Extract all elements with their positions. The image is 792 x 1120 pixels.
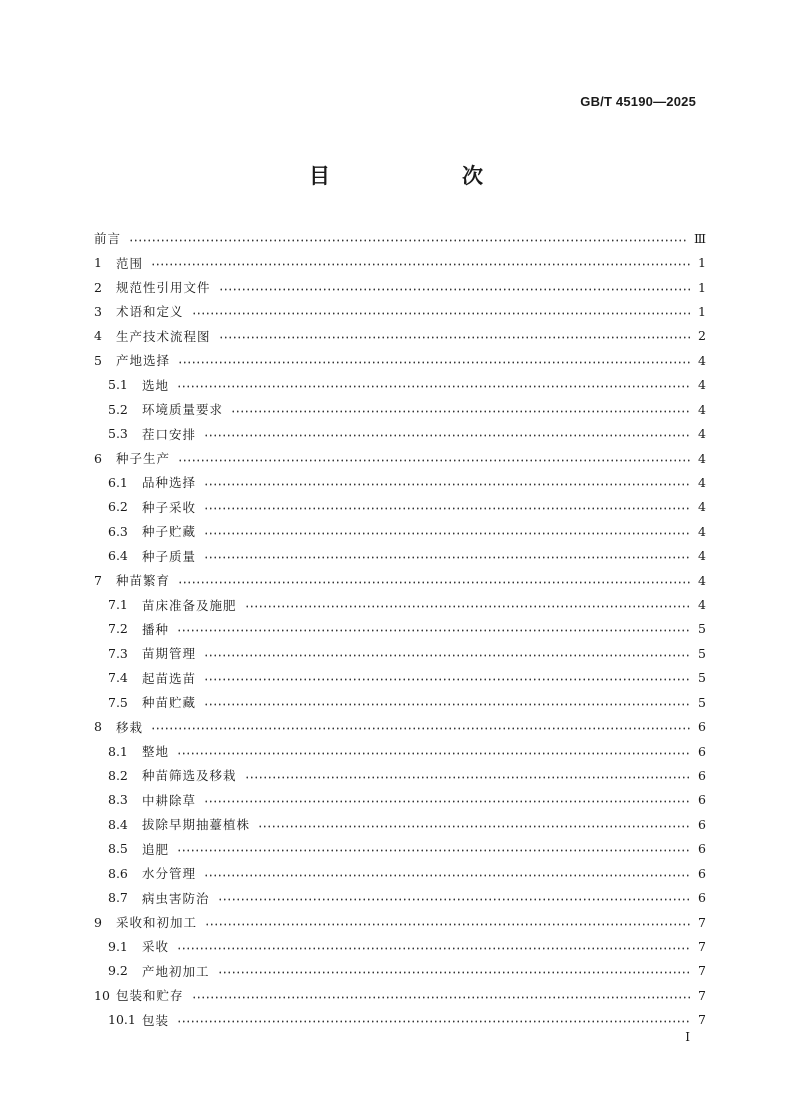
toc-entry-number: 8.4: [108, 816, 128, 832]
toc-entry-label: 苗床准备及施肥: [142, 597, 237, 613]
toc-entry-number: 9: [94, 914, 102, 930]
toc-entry[interactable]: [94, 250, 706, 274]
toc-entry-label: 种子贮藏: [142, 524, 197, 540]
toc-entry-number: 8.1: [108, 743, 128, 759]
toc-entry-page: 5: [698, 621, 706, 637]
dot-leader: [204, 483, 690, 486]
toc-entry[interactable]: [94, 861, 706, 885]
toc-entry-number: 7.2: [108, 621, 128, 637]
toc-entry-label: 采收和初加工: [116, 915, 198, 931]
toc-entry-label: 播种: [142, 621, 170, 637]
toc-entry-number: 8.3: [108, 792, 128, 808]
toc-entry-page: 7: [698, 963, 706, 979]
toc-entry-label: 苗期管理: [142, 646, 197, 662]
toc-entry-label: 整地: [142, 744, 170, 760]
dot-leader: [177, 629, 690, 632]
toc-entry-label: 前言: [94, 231, 122, 247]
dot-leader: [204, 507, 690, 510]
toc-entry-page: 7: [698, 938, 706, 954]
toc-entry-number: 8.2: [108, 767, 128, 783]
toc-entry[interactable]: [94, 788, 706, 812]
toc-entry[interactable]: [94, 568, 706, 592]
toc-entry-page: Ⅲ: [693, 230, 706, 246]
page-title: 目 次: [309, 164, 513, 188]
toc-entry-label: 种苗繁育: [116, 573, 171, 589]
dot-leader: [151, 727, 690, 730]
toc-entry-label: 拔除早期抽薹植株: [142, 817, 251, 833]
toc-entry-page: 4: [698, 548, 706, 564]
toc-entry-page: 4: [698, 474, 706, 490]
toc-entry[interactable]: [94, 470, 706, 494]
dot-leader: [204, 434, 690, 437]
toc-entry-number: 5.3: [108, 426, 128, 442]
dot-leader: [204, 654, 690, 657]
toc-entry-page: 1: [698, 279, 706, 295]
toc-entry[interactable]: [94, 617, 706, 641]
toc-entry[interactable]: [94, 812, 706, 836]
dot-leader: [231, 410, 690, 413]
toc-entry-number: 8.6: [108, 865, 128, 881]
toc-entry-page: 6: [698, 865, 706, 881]
dot-leader: [177, 849, 690, 852]
dot-leader: [245, 776, 690, 779]
dot-leader: [258, 825, 690, 828]
toc-entry-label: 水分管理: [142, 866, 197, 882]
toc-entry-label: 种苗贮藏: [142, 695, 197, 711]
toc-entry-page: 4: [698, 401, 706, 417]
toc-entry[interactable]: [94, 910, 706, 934]
toc-entry-label: 移栽: [116, 719, 144, 735]
toc-entry-page: 6: [698, 743, 706, 759]
toc-entry-number: 9.2: [108, 963, 128, 979]
dot-leader: [204, 532, 690, 535]
toc-entry[interactable]: [94, 446, 706, 470]
toc-entry-number: 7.5: [108, 694, 128, 710]
page-number: Ⅰ: [685, 1030, 690, 1044]
toc-entry-page: 6: [698, 767, 706, 783]
toc-entry-label: 选地: [142, 377, 170, 393]
dot-leader: [178, 361, 690, 364]
toc-entry-page: 7: [698, 1012, 706, 1028]
toc-entry-page: 6: [698, 719, 706, 735]
toc-entry-label: 产地选择: [116, 353, 171, 369]
toc-entry-number: 8: [94, 719, 102, 735]
toc-entry-page: 4: [698, 523, 706, 539]
toc-entry-label: 包装: [142, 1012, 170, 1028]
dot-leader: [177, 752, 690, 755]
dot-leader: [129, 239, 688, 242]
toc-entry[interactable]: [94, 495, 706, 519]
toc-entry-number: 3: [94, 303, 102, 319]
dot-leader: [192, 996, 690, 999]
toc-entry-number: 6.2: [108, 499, 128, 515]
dot-leader: [204, 800, 690, 803]
toc-entry-label: 追肥: [142, 841, 170, 857]
dot-leader: [204, 678, 690, 681]
dot-leader: [218, 971, 690, 974]
toc-entry-number: 6: [94, 450, 102, 466]
toc-entry-number: 5.2: [108, 401, 128, 417]
toc-entry-page: 5: [698, 645, 706, 661]
toc-entry-number: 2: [94, 279, 102, 295]
toc-entry[interactable]: [94, 959, 706, 983]
toc-entry[interactable]: [94, 885, 706, 909]
toc-entry-number: 9.1: [108, 938, 128, 954]
toc-entry-page: 1: [698, 255, 706, 271]
toc-entry-page: 6: [698, 816, 706, 832]
toc-entry-number: 4: [94, 328, 102, 344]
dot-leader: [178, 459, 690, 462]
standard-code: GB/T 45190—2025: [580, 94, 696, 109]
toc-entry[interactable]: [94, 934, 706, 958]
toc-entry-label: 包装和贮存: [116, 988, 184, 1004]
dot-leader: [151, 263, 690, 266]
toc-entry-label: 起苗选苗: [142, 670, 197, 686]
toc-entry[interactable]: [94, 348, 706, 372]
toc-entry[interactable]: [94, 666, 706, 690]
toc-entry-label: 种子质量: [142, 548, 197, 564]
toc-entry-number: 8.5: [108, 841, 128, 857]
toc-entry-page: 4: [698, 572, 706, 588]
dot-leader: [178, 581, 690, 584]
toc-entry[interactable]: [94, 739, 706, 763]
dot-leader: [219, 336, 690, 339]
toc-entry-number: 10: [94, 987, 110, 1003]
toc-entry-label: 中耕除草: [142, 792, 197, 808]
toc-entry-page: 7: [698, 914, 706, 930]
toc-entry-number: 1: [94, 255, 102, 271]
dot-leader: [177, 1020, 690, 1023]
toc-entry[interactable]: [94, 324, 706, 348]
dot-leader: [205, 923, 690, 926]
toc-entry[interactable]: [94, 690, 706, 714]
toc-entry-number: 7.1: [108, 597, 128, 613]
toc-entry-number: 8.7: [108, 890, 128, 906]
toc-entry[interactable]: [94, 397, 706, 421]
toc-entry-page: 7: [698, 987, 706, 1003]
toc-entry-label: 品种选择: [142, 475, 197, 491]
toc-entry-page: 4: [698, 499, 706, 515]
dot-leader: [177, 947, 690, 950]
toc-entry-page: 4: [698, 597, 706, 613]
toc-entry-number: 7.4: [108, 670, 128, 686]
toc-entry[interactable]: [94, 275, 706, 299]
toc-entry-label: 种苗筛选及移栽: [142, 768, 237, 784]
toc-entry-number: 10.1: [108, 1012, 136, 1028]
toc-entry[interactable]: [94, 519, 706, 543]
toc-entry-number: 7: [94, 572, 102, 588]
toc-entry-label: 规范性引用文件: [116, 280, 211, 296]
toc-entry-label: 茬口安排: [142, 426, 197, 442]
dot-leader: [204, 556, 690, 559]
toc-entry[interactable]: [94, 226, 706, 250]
toc-entry-page: 6: [698, 841, 706, 857]
toc-entry-label: 术语和定义: [116, 304, 184, 320]
table-of-contents: [94, 226, 706, 1032]
toc-entry[interactable]: [94, 641, 706, 665]
toc-entry-page: 4: [698, 352, 706, 368]
toc-entry-number: 5.1: [108, 377, 128, 393]
toc-entry-page: 1: [698, 303, 706, 319]
toc-entry-label: 环境质量要求: [142, 402, 224, 418]
dot-leader: [204, 874, 690, 877]
toc-entry-page: 4: [698, 450, 706, 466]
toc-entry[interactable]: [94, 837, 706, 861]
toc-entry-number: 5: [94, 352, 102, 368]
toc-entry-number: 7.3: [108, 645, 128, 661]
toc-entry-page: 4: [698, 377, 706, 393]
dot-leader: [245, 605, 690, 608]
toc-entry-page: 4: [698, 426, 706, 442]
dot-leader: [219, 288, 690, 291]
toc-entry-label: 范围: [116, 255, 144, 271]
toc-entry-page: 5: [698, 694, 706, 710]
toc-entry-page: 2: [698, 328, 706, 344]
toc-entry[interactable]: [94, 373, 706, 397]
toc-entry-label: 病虫害防治: [142, 890, 210, 906]
dot-leader: [218, 898, 690, 901]
toc-entry[interactable]: [94, 1008, 706, 1032]
toc-entry[interactable]: [94, 421, 706, 445]
toc-entry[interactable]: [94, 983, 706, 1007]
toc-entry-label: 采收: [142, 939, 170, 955]
dot-leader: [177, 385, 690, 388]
toc-entry-label: 种子采收: [142, 499, 197, 515]
dot-leader: [192, 312, 690, 315]
toc-entry[interactable]: [94, 763, 706, 787]
toc-entry-label: 生产技术流程图: [116, 328, 211, 344]
toc-entry-page: 6: [698, 890, 706, 906]
toc-entry[interactable]: [94, 592, 706, 616]
toc-entry-page: 6: [698, 792, 706, 808]
toc-entry-page: 5: [698, 670, 706, 686]
toc-entry[interactable]: [94, 543, 706, 567]
toc-entry-label: 种子生产: [116, 451, 171, 466]
toc-entry-label: 产地初加工: [142, 963, 210, 979]
dot-leader: [204, 703, 690, 706]
toc-entry-number: 6.3: [108, 523, 128, 539]
toc-entry-number: 6.1: [108, 474, 128, 490]
toc-entry[interactable]: [94, 299, 706, 323]
toc-entry[interactable]: [94, 714, 706, 738]
toc-entry-number: 6.4: [108, 548, 128, 564]
